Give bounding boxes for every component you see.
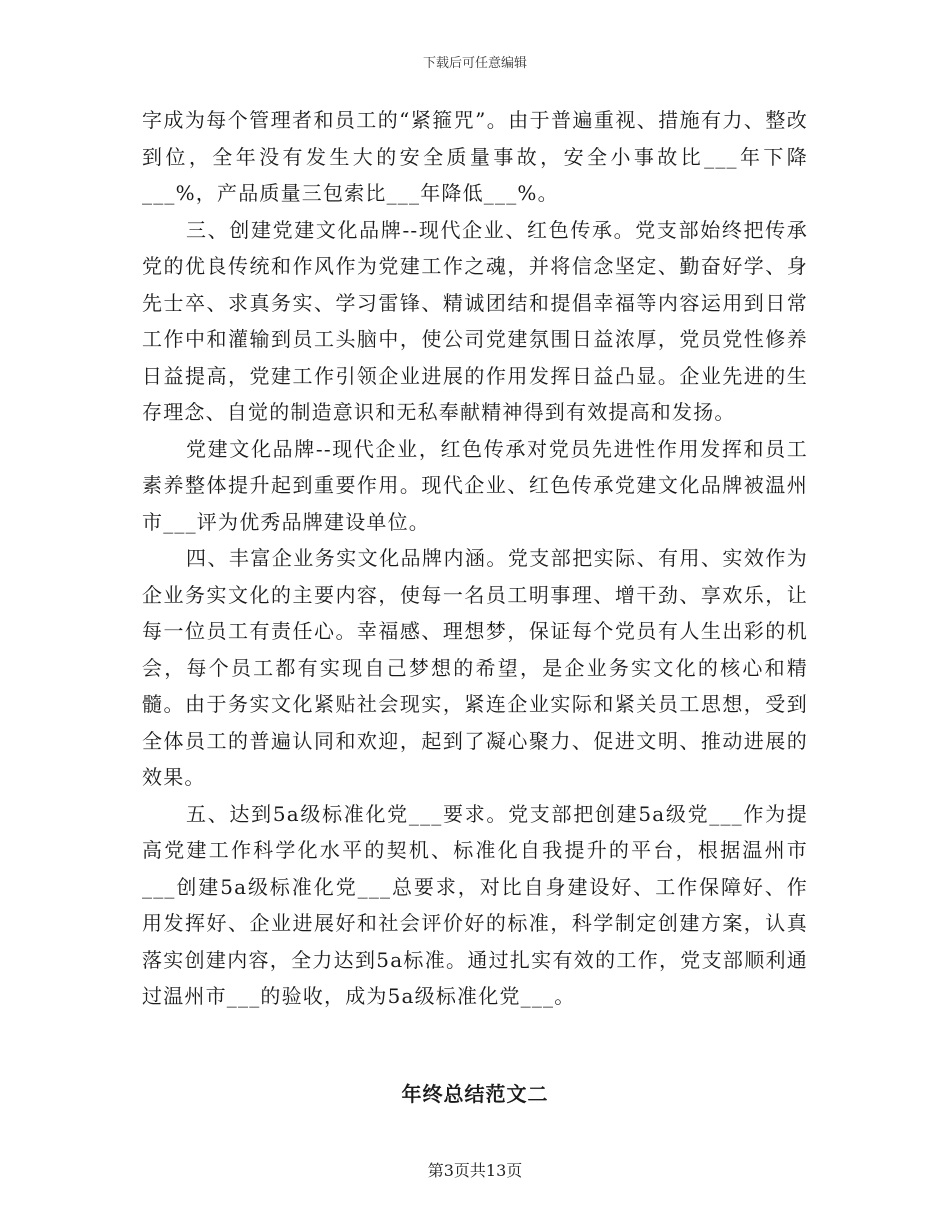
page-number-footer: 第3页共13页 [427,1161,523,1180]
page-header-note: 下载后可任意编辑 [422,56,527,71]
paragraph-3: 党建文化品牌--现代企业，红色传承对党员先进性作用发挥和员工素养整体提升起到重要作用。现代企业、红色传承党建文化品牌被温州市___评为优秀品牌建设单位。 [142,436,808,534]
paragraph-2: 三、创建党建文化品牌--现代企业、红色传承。党支部始终把传承党的优良传统和作风作为党建工作之魂，并将信念坚定、勤奋好学、身先士卒、求真务实、学习雷锋、精诚团结和提倡幸福等内容运用到日常工作中和灌输到员工头脑中，使公司党建氛围日益浓厚，党员党性修养日益提高，党建工作引领企业进展的作用发挥日益凸显。企业先进的生存理念、自觉的制造意识和无私奉献精神得到有效提高和发扬。 [142,217,808,424]
document-body [142,102,808,1015]
section-title: 年终总结范文二 [401,1082,549,1106]
paragraph-4: 四、丰富企业务实文化品牌内涵。党支部把实际、有用、实效作为企业务实文化的主要内容，使每一名员工明事理、增干劲、享欢乐，让每一位员工有责任心。幸福感、理想梦，保证每个党员有人生出彩的机会，每个员工都有实现自己梦想的希望，是企业务实文化的核心和精髓。由于务实文化紧贴社会现实，紧连企业实际和紧关员工思想，受到全体员工的普遍认同和欢迎，起到了凝心聚力、促进文明、推动进展的效果。 [142,546,808,789]
paragraph-5: 五、达到5a级标准化党___要求。党支部把创建5a级党___作为提高党建工作科学化水平的契机、标准化自我提升的平台，根据温州市___创建5a级标准化党___总要求，对比自身建设好、工作保障好、作用发挥好、企业进展好和社会评价好的标准，科学制定创建方案，认真落实创建内容，全力达到5a标准。通过扎实有效的工作，党支部顺利通过温州市___的验收，成为5a级标准化党___。 [142,801,808,1008]
paragraph-1: 字成为每个管理者和员工的“紧箍咒”。由于普遍重视、措施有力、整改到位，全年没有发生大的安全质量事故，安全小事故比___年下降___%，产品质量三包索比___年降低___%。 [142,108,808,205]
